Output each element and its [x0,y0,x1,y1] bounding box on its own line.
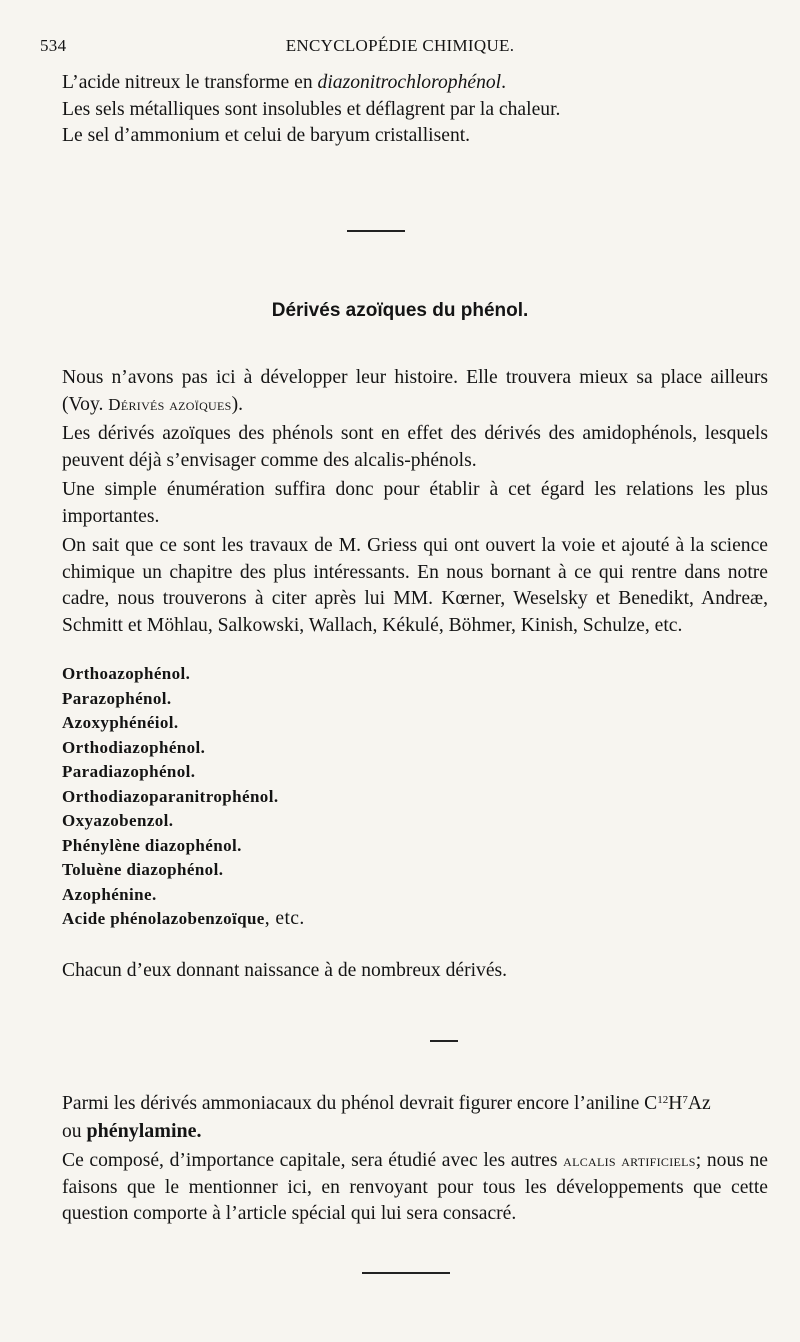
text: ou [62,1120,87,1142]
text: Parmi les dérivés ammoniacaux du phénol devrait figurer encore l’aniline C [62,1093,658,1114]
paragraph-derivatives: Chacun d’eux donnant naissance à de nombreux dérivés. [62,960,508,981]
top-paragraphs [62,70,768,150]
formula-subscript: 12 [657,1094,669,1106]
formula-element: H [668,1093,683,1114]
text: ). [231,393,244,415]
list-item: Phénylène diazophénol. [62,835,242,855]
paragraph-metallic-salts: Les sels métalliques sont insolubles et déflagrent par la chaleur. [62,98,561,120]
list-item: Azoxyphénéiol. [62,713,179,732]
aniline-section [62,1087,768,1228]
compound-name-bold: phénylamine. [86,1119,202,1142]
paragraph-amidophenols: Les dérivés azoïques des phénols sont en effet des dérivés des amidophénols, lesquels peuvent déjà s’envisager comme des alcalis-phénols. [62,423,768,471]
text: Ce composé, d’importance capitale, sera étudié avec les autres [62,1150,564,1171]
list-item: Azophénine. [62,884,157,904]
closing-paragraph [62,958,768,985]
page-header [40,36,760,60]
list-item: Toluène diazophénol. [62,860,224,879]
section-body [62,365,768,639]
formula-subscript: 7 [682,1094,688,1106]
paragraph-ammonium-salt: Le sel d’ammonium et celui de baryum cristallisent. [62,125,471,146]
list-item: Orthodiazoparanitrophénol. [62,786,279,806]
list-item: Orthoazophénol. [62,664,191,683]
list-item: Orthodiazophénol. [62,737,206,757]
list-item: Oxyazobenzol. [62,811,174,830]
page-number: 534 [40,36,67,55]
cross-reference: alcalis artificiels [563,1151,696,1170]
text: . [501,72,507,93]
section-title: Dérivés azoïques du phénol. [271,300,529,321]
divider-rule [347,230,405,232]
paragraph-aniline [62,1087,768,1145]
compound-list [62,662,305,932]
paragraph-griess: On sait que ce sont les travaux de M. Griess qui ont ouvert la voie et ajouté à la science chimique un chapitre des plus intéressants. En nous bornant à ce qui rentre dans notre cadre, nous trouverons à citer après lui MM. Kœrner, Weselsky et Benedikt, Andreæ, Schmitt et Möhlau, Salkowski, Wallach, Kékulé, Böhmer, Kinish, Schulze, etc. [62,535,768,636]
compound-name-italic: diazonitrochlorophénol [317,72,502,93]
paragraph-enumeration: Une simple énumération suffira donc pour établir à cet égard les relations les plus importantes. [62,479,768,527]
paragraph-aniline-study [62,1148,768,1228]
paragraph-history [62,365,768,418]
divider-rule [430,1040,458,1042]
compound-name: Acide phénolazobenzoïque [62,909,265,928]
text: Nous n’avons pas ici à développer leur histoire. Elle trouvera mieux sa place ailleurs (Voy. [62,367,768,415]
formula-element: Az [687,1093,711,1114]
divider-rule [362,1272,450,1274]
list-item [62,907,305,932]
running-title: ENCYCLOPÉDIE CHIMIQUE. [285,36,515,55]
cross-reference: Dérivés azoïques [108,394,232,414]
list-item: Parazophénol. [62,688,172,708]
list-item: Paradiazophénol. [62,762,196,781]
text: ; nous ne faisons que le mentionner ici, en renvoyant pour tous les développements que cette question comporte à l’article spécial qui lui sera consacré. [62,1150,768,1224]
text: L’acide nitreux le transforme en [62,72,318,93]
paragraph-nitrous-acid [62,70,768,97]
text: , etc. [264,908,305,929]
